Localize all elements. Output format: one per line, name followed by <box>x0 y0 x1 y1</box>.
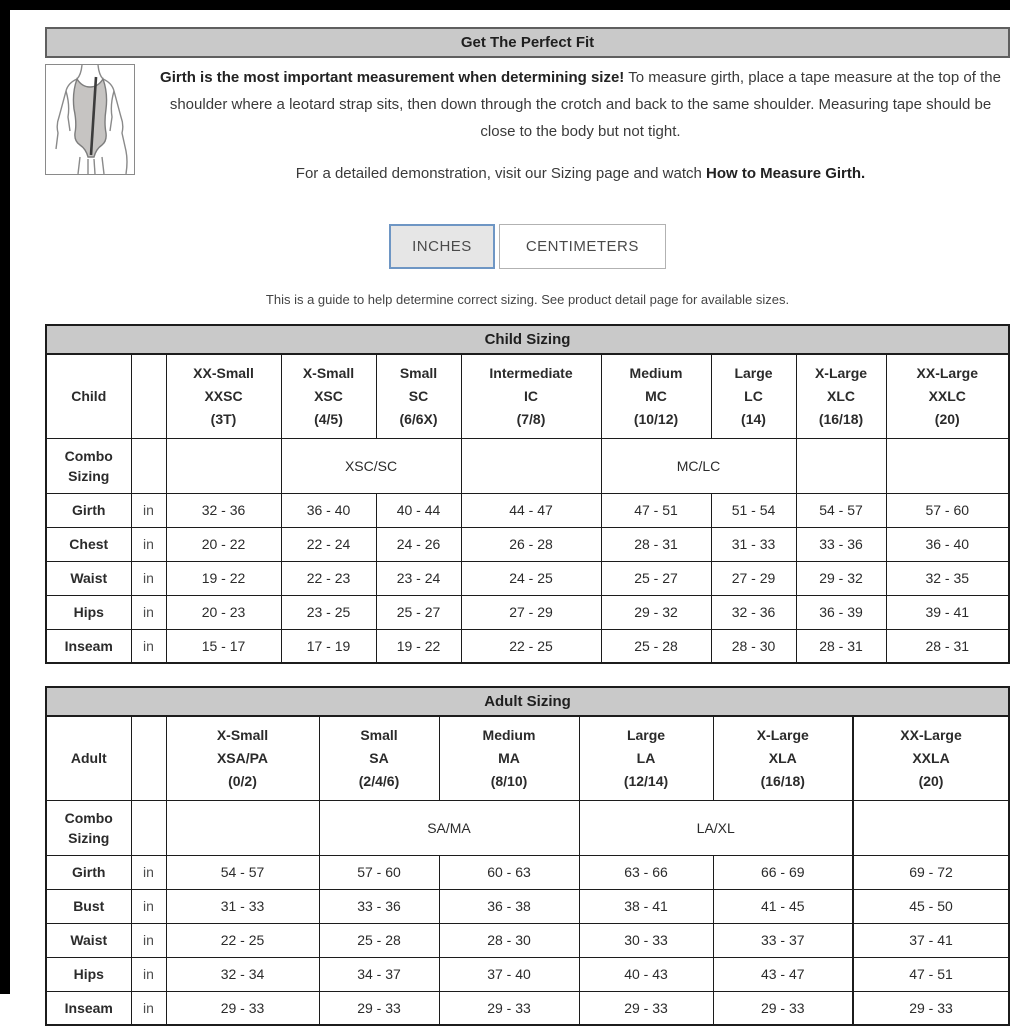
table-cell: 66 - 69 <box>713 855 853 889</box>
unit-cell: in <box>131 957 166 991</box>
girth-lead-bold: Girth is the most important measurement when determining size! <box>160 69 625 86</box>
child-combo-row <box>46 438 1009 493</box>
adult-table-title: Adult Sizing <box>46 687 1009 716</box>
table-cell: 15 - 17 <box>166 629 281 663</box>
row-label: Chest <box>46 527 131 561</box>
child-sizing-table <box>45 324 1010 664</box>
column-header-small: Small SA (2/4/6) <box>319 716 439 800</box>
combo-cell-mc-lc: MC/LC <box>601 438 796 493</box>
row-label: Hips <box>46 595 131 629</box>
table-cell: 28 - 31 <box>796 629 886 663</box>
intro-section <box>45 64 1010 187</box>
empty-cell <box>131 438 166 493</box>
table-cell: 29 - 33 <box>713 991 853 1025</box>
child-corner-cell: Child <box>46 354 131 438</box>
table-cell: 29 - 33 <box>166 991 319 1025</box>
adult-waist-row <box>46 923 1009 957</box>
column-header-xx-large: XX-Large XXLC (20) <box>886 354 1009 438</box>
girth-paragraph <box>151 64 1010 145</box>
row-label: Inseam <box>46 991 131 1025</box>
leotard-girth-illustration <box>45 64 135 175</box>
adult-inseam-row <box>46 991 1009 1025</box>
table-cell: 39 - 41 <box>886 595 1009 629</box>
row-label: Girth <box>46 493 131 527</box>
table-cell: 36 - 39 <box>796 595 886 629</box>
row-label: Hips <box>46 957 131 991</box>
demo-bold: How to Measure Girth. <box>706 165 866 182</box>
table-cell: 60 - 63 <box>439 855 579 889</box>
adult-sizing-table <box>45 686 1010 1026</box>
table-cell: 33 - 37 <box>713 923 853 957</box>
table-cell: 20 - 23 <box>166 595 281 629</box>
combo-cell-sa-ma: SA/MA <box>319 800 579 855</box>
table-cell: 54 - 57 <box>796 493 886 527</box>
table-cell: 22 - 24 <box>281 527 376 561</box>
table-cell: 30 - 33 <box>579 923 713 957</box>
table-cell: 32 - 36 <box>711 595 796 629</box>
table-cell: 32 - 36 <box>166 493 281 527</box>
table-cell: 51 - 54 <box>711 493 796 527</box>
table-cell: 41 - 45 <box>713 889 853 923</box>
unit-cell: in <box>131 629 166 663</box>
child-table-title: Child Sizing <box>46 325 1009 354</box>
column-header-large: Large LA (12/14) <box>579 716 713 800</box>
page-title: Get The Perfect Fit <box>460 34 595 51</box>
table-cell: 32 - 34 <box>166 957 319 991</box>
table-cell: 69 - 72 <box>853 855 1009 889</box>
table-cell: 36 - 38 <box>439 889 579 923</box>
table-cell: 17 - 19 <box>281 629 376 663</box>
table-cell: 25 - 27 <box>376 595 461 629</box>
window-border-top <box>0 0 1010 10</box>
combo-sizing-label: Combo Sizing <box>46 438 131 493</box>
table-cell: 22 - 25 <box>461 629 601 663</box>
adult-bust-row <box>46 889 1009 923</box>
table-cell: 37 - 41 <box>853 923 1009 957</box>
inches-button[interactable]: INCHES <box>389 224 495 269</box>
table-cell: 28 - 30 <box>439 923 579 957</box>
table-cell: 26 - 28 <box>461 527 601 561</box>
row-label: Bust <box>46 889 131 923</box>
centimeters-button[interactable]: CENTIMETERS <box>499 224 666 269</box>
child-waist-row <box>46 561 1009 595</box>
column-header-medium: Medium MA (8/10) <box>439 716 579 800</box>
empty-unit-header <box>131 354 166 438</box>
table-cell: 19 - 22 <box>376 629 461 663</box>
row-label: Waist <box>46 561 131 595</box>
column-header-xx-small: XX-Small XXSC (3T) <box>166 354 281 438</box>
combo-sizing-label: Combo Sizing <box>46 800 131 855</box>
table-cell: 47 - 51 <box>853 957 1009 991</box>
unit-cell: in <box>131 595 166 629</box>
empty-cell <box>461 438 601 493</box>
table-cell: 29 - 33 <box>319 991 439 1025</box>
column-header-x-large: X-Large XLC (16/18) <box>796 354 886 438</box>
table-cell: 25 - 28 <box>319 923 439 957</box>
table-cell: 27 - 29 <box>461 595 601 629</box>
unit-cell: in <box>131 493 166 527</box>
table-cell: 33 - 36 <box>796 527 886 561</box>
table-cell: 44 - 47 <box>461 493 601 527</box>
window-border-left <box>0 0 10 994</box>
adult-hips-row <box>46 957 1009 991</box>
table-cell: 24 - 26 <box>376 527 461 561</box>
table-cell: 29 - 32 <box>796 561 886 595</box>
table-cell: 31 - 33 <box>166 889 319 923</box>
unit-cell: in <box>131 991 166 1025</box>
table-cell: 23 - 24 <box>376 561 461 595</box>
row-label: Waist <box>46 923 131 957</box>
unit-cell: in <box>131 561 166 595</box>
combo-cell-xsc-sc: XSC/SC <box>281 438 461 493</box>
table-cell: 28 - 31 <box>886 629 1009 663</box>
table-cell: 29 - 33 <box>853 991 1009 1025</box>
table-cell: 36 - 40 <box>886 527 1009 561</box>
column-header-x-small: X-Small XSC (4/5) <box>281 354 376 438</box>
unit-cell: in <box>131 855 166 889</box>
unit-cell: in <box>131 923 166 957</box>
table-cell: 33 - 36 <box>319 889 439 923</box>
column-header-x-large: X-Large XLA (16/18) <box>713 716 853 800</box>
adult-combo-row <box>46 800 1009 855</box>
table-cell: 40 - 44 <box>376 493 461 527</box>
child-inseam-row <box>46 629 1009 663</box>
row-label: Girth <box>46 855 131 889</box>
empty-unit-header <box>131 716 166 800</box>
table-cell: 57 - 60 <box>319 855 439 889</box>
column-header-medium: Medium MC (10/12) <box>601 354 711 438</box>
empty-cell <box>796 438 886 493</box>
table-cell: 63 - 66 <box>579 855 713 889</box>
column-header-small: Small SC (6/6X) <box>376 354 461 438</box>
table-cell: 29 - 33 <box>579 991 713 1025</box>
adult-header-row <box>46 716 1009 800</box>
adult-corner-cell: Adult <box>46 716 131 800</box>
table-cell: 28 - 30 <box>711 629 796 663</box>
sizing-guide-page <box>45 10 1010 1026</box>
table-cell: 47 - 51 <box>601 493 711 527</box>
table-cell: 20 - 22 <box>166 527 281 561</box>
table-cell: 36 - 40 <box>281 493 376 527</box>
unit-cell: in <box>131 889 166 923</box>
column-header-x-small: X-Small XSA/PA (0/2) <box>166 716 319 800</box>
sizing-guide-note: This is a guide to help determine correct sizing. See product detail page for available sizes. <box>265 292 790 307</box>
table-cell: 19 - 22 <box>166 561 281 595</box>
table-cell: 25 - 27 <box>601 561 711 595</box>
table-cell: 40 - 43 <box>579 957 713 991</box>
child-chest-row <box>46 527 1009 561</box>
empty-cell <box>886 438 1009 493</box>
leotard-figure-icon <box>46 65 134 174</box>
table-cell: 31 - 33 <box>711 527 796 561</box>
table-cell: 22 - 23 <box>281 561 376 595</box>
table-cell: 23 - 25 <box>281 595 376 629</box>
row-label: Inseam <box>46 629 131 663</box>
demo-line <box>151 160 1010 187</box>
table-cell: 27 - 29 <box>711 561 796 595</box>
table-cell: 24 - 25 <box>461 561 601 595</box>
fit-title-bar <box>45 27 1010 58</box>
unit-toggle <box>45 224 1010 269</box>
table-cell: 37 - 40 <box>439 957 579 991</box>
combo-cell-la-xl: LA/XL <box>579 800 853 855</box>
adult-girth-row <box>46 855 1009 889</box>
leotard-shape <box>73 79 106 157</box>
table-cell: 25 - 28 <box>601 629 711 663</box>
empty-cell <box>131 800 166 855</box>
empty-cell <box>166 800 319 855</box>
column-header-xx-large: XX-Large XXLA (20) <box>853 716 1009 800</box>
table-cell: 57 - 60 <box>886 493 1009 527</box>
column-header-large: Large LC (14) <box>711 354 796 438</box>
empty-cell <box>166 438 281 493</box>
table-cell: 32 - 35 <box>886 561 1009 595</box>
table-cell: 34 - 37 <box>319 957 439 991</box>
table-cell: 45 - 50 <box>853 889 1009 923</box>
child-header-row <box>46 354 1009 438</box>
demo-prefix: For a detailed demonstration, visit our Sizing page and watch <box>295 165 702 182</box>
table-cell: 43 - 47 <box>713 957 853 991</box>
child-hips-row <box>46 595 1009 629</box>
unit-cell: in <box>131 527 166 561</box>
table-cell: 38 - 41 <box>579 889 713 923</box>
girth-lead-rest: To measure girth, place a tape measure at the top of the shoulder where a leotard strap sits, then down through the crotch and back to the same shoulder. Measuring tape should be close to the body but not tight. <box>169 69 1001 140</box>
column-header-intermediate: Intermediate IC (7/8) <box>461 354 601 438</box>
empty-cell <box>853 800 1009 855</box>
table-cell: 29 - 32 <box>601 595 711 629</box>
table-cell: 22 - 25 <box>166 923 319 957</box>
table-cell: 54 - 57 <box>166 855 319 889</box>
table-cell: 29 - 33 <box>439 991 579 1025</box>
intro-text-block <box>135 64 1010 187</box>
table-cell: 28 - 31 <box>601 527 711 561</box>
child-girth-row <box>46 493 1009 527</box>
